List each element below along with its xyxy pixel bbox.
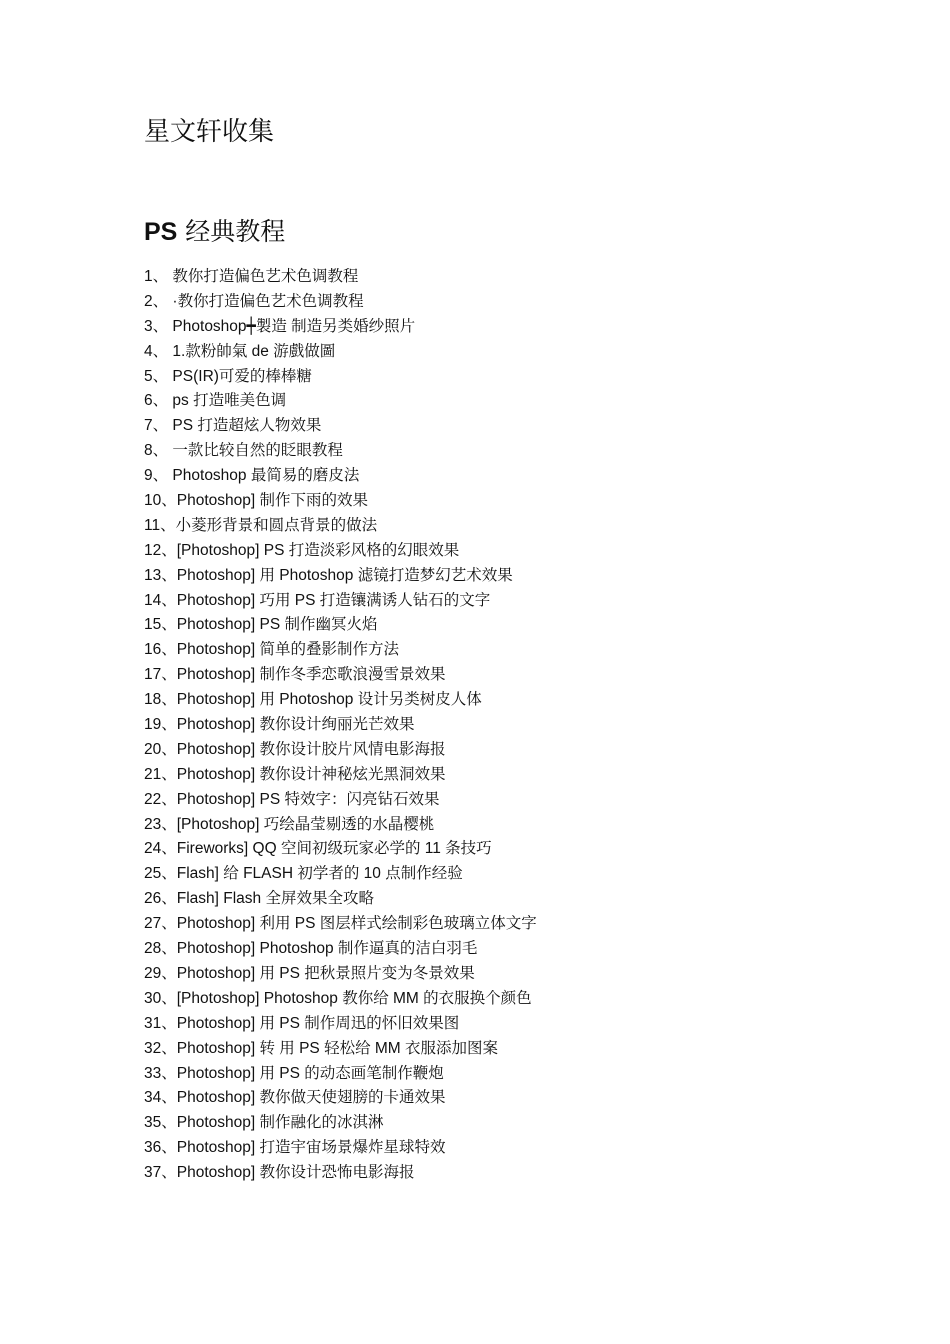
list-item-title: Photoshop] PS 制作幽冥火焰 <box>176 616 378 634</box>
list-item-number: 33、 <box>144 1064 177 1082</box>
list-item <box>144 464 904 489</box>
list-item-title: Photoshop] 制作下雨的效果 <box>176 492 368 510</box>
list-item <box>144 1111 904 1136</box>
list-item-number: 35、 <box>144 1114 177 1132</box>
list-item <box>144 987 904 1012</box>
list-item-title: 一款比较自然的眨眼教程 <box>168 442 343 460</box>
list-item-number: 20、 <box>144 740 177 758</box>
list-item-title: Photoshop] 用 PS 的动态画笔制作鞭炮 <box>176 1064 444 1082</box>
list-item-number: 13、 <box>144 566 177 584</box>
list-item-title: [Photoshop] 巧绘晶莹剔透的水晶樱桃 <box>176 815 435 833</box>
list-item-number: 27、 <box>144 915 177 933</box>
list-item-number: 10、 <box>144 492 177 510</box>
list-item-title: Photoshop] 教你做天使翅膀的卡通效果 <box>176 1089 446 1107</box>
list-item-number: 15、 <box>144 616 177 634</box>
list-item <box>144 315 904 340</box>
section-heading-text: 经典教程 <box>177 217 286 246</box>
list-item-title: Photoshop] 教你设计胶片风情电影海报 <box>176 740 446 758</box>
list-item-title: Photoshop] 教你设计绚丽光芒效果 <box>176 716 415 734</box>
list-item <box>144 340 904 365</box>
list-item-number: 1、 <box>144 268 169 285</box>
list-item-number: 28、 <box>144 940 177 958</box>
list-item <box>144 1012 904 1037</box>
list-item-title: Photoshop] 教你设计神秘炫光黑洞效果 <box>176 765 446 783</box>
list-item-number: 9、 <box>144 467 169 485</box>
list-item <box>144 589 904 614</box>
list-item-number: 34、 <box>144 1089 177 1107</box>
list-item-title: 小菱形背景和圆点背景的做法 <box>175 516 378 534</box>
list-item <box>144 414 904 439</box>
list-item-number: 32、 <box>144 1039 177 1057</box>
list-item-title: Photoshop] 制作冬季恋歌浪漫雪景效果 <box>176 666 446 684</box>
list-item <box>144 1136 904 1161</box>
list-item-title: Flash] 给 FLASH 初学者的 10 点制作经验 <box>176 865 463 883</box>
list-item-title: 1.款粉帥氣 de 游戲做圖 <box>168 342 336 360</box>
list-item-title: ps 打造唯美色调 <box>168 392 287 410</box>
list-item-title: ·教你打造偏色艺术色调教程 <box>168 292 364 310</box>
list-item <box>144 937 904 962</box>
list-item <box>144 1062 904 1087</box>
list-item-number: 31、 <box>144 1014 177 1032</box>
list-item <box>144 738 904 763</box>
list-item <box>144 713 904 738</box>
list-item-number: 29、 <box>144 964 177 982</box>
list-item-title: Photoshop] 打造宇宙场景爆炸星球特效 <box>176 1139 446 1157</box>
list-item <box>144 912 904 937</box>
list-item-title: Photoshop] 用 PS 把秋景照片变为冬景效果 <box>176 964 475 982</box>
list-item <box>144 1161 904 1186</box>
list-item <box>144 389 904 414</box>
list-item-title: Photoshop] 用 PS 制作周迅的怀旧效果图 <box>176 1014 460 1032</box>
list-item <box>144 564 904 589</box>
list-item-title: Photoshop 最简易的磨皮法 <box>168 467 360 485</box>
list-item <box>144 962 904 987</box>
list-item-title: Photoshop] 利用 PS 图层样式绘制彩色玻璃立体文字 <box>176 915 537 933</box>
list-item-number: 37、 <box>144 1164 177 1182</box>
list-item-title: PS(IR)可爱的棒棒糖 <box>168 367 312 385</box>
list-item <box>144 763 904 788</box>
list-item-number: 22、 <box>144 790 177 808</box>
list-item-title: Photoshop] 简单的叠影制作方法 <box>176 641 399 659</box>
list-item-number: 19、 <box>144 716 177 734</box>
list-item-title: 教你打造偏色艺术色调教程 <box>168 268 359 285</box>
list-item-number: 18、 <box>144 691 177 709</box>
list-item-number: 11、 <box>144 516 176 534</box>
list-item <box>144 663 904 688</box>
list-item-number: 25、 <box>144 865 177 883</box>
list-item-title: [Photoshop] Photoshop 教你给 MM 的衣服换个颜色 <box>176 989 532 1007</box>
list-item-number: 4、 <box>144 342 169 360</box>
list-item-number: 26、 <box>144 890 177 908</box>
list-item-number: 30、 <box>144 989 177 1007</box>
list-item-title: Photoshop] 制作融化的冰淇淋 <box>176 1114 384 1132</box>
list-item <box>144 1037 904 1062</box>
list-item <box>144 290 904 315</box>
list-item-title: Photoshop┿製造 制造另类婚纱照片 <box>168 317 416 335</box>
list-item-number: 7、 <box>144 417 169 435</box>
list-item-title: [Photoshop] PS 打造淡彩风格的幻眼效果 <box>176 541 460 559</box>
list-item <box>144 439 904 464</box>
list-item-number: 12、 <box>144 541 177 559</box>
list-item <box>144 688 904 713</box>
list-item <box>144 365 904 390</box>
list-item-title: Photoshop] 转 用 PS 轻松给 MM 衣服添加图案 <box>176 1039 499 1057</box>
list-item-number: 5、 <box>144 367 169 385</box>
list-item <box>144 539 904 564</box>
list-item <box>144 813 904 838</box>
list-item <box>144 862 904 887</box>
list-item <box>144 638 904 663</box>
list-item-number: 8、 <box>144 442 169 460</box>
list-item <box>144 265 904 290</box>
list-item-number: 24、 <box>144 840 177 858</box>
list-item <box>144 514 904 539</box>
list-item <box>144 489 904 514</box>
list-item-title: Photoshop] 用 Photoshop 设计另类树皮人体 <box>176 691 482 709</box>
list-item-number: 14、 <box>144 591 177 609</box>
list-item-title: Photoshop] PS 特效字：闪亮钻石效果 <box>176 790 440 808</box>
list-item-title: Photoshop] 教你设计恐怖电影海报 <box>176 1164 415 1182</box>
list-item-number: 2、 <box>144 292 169 310</box>
list-item-number: 21、 <box>144 765 177 783</box>
list-item <box>144 613 904 638</box>
section-heading <box>144 214 285 250</box>
list-item-number: 16、 <box>144 641 177 659</box>
list-item-title: Fireworks] QQ 空间初级玩家必学的 11 条技巧 <box>176 840 492 858</box>
list-item <box>144 1086 904 1111</box>
list-item-title: Photoshop] 用 Photoshop 滤镜打造梦幻艺术效果 <box>176 566 513 584</box>
list-item <box>144 887 904 912</box>
list-item-number: 17、 <box>144 666 177 684</box>
list-item <box>144 788 904 813</box>
tutorial-list <box>144 265 904 1186</box>
section-heading-prefix: PS <box>144 218 178 246</box>
list-item-number: 23、 <box>144 815 177 833</box>
list-item-title: Photoshop] 巧用 PS 打造镶满诱人钻石的文字 <box>176 591 491 609</box>
list-item-number: 3、 <box>144 317 169 335</box>
list-item-number: 6、 <box>144 392 169 410</box>
list-item-title: Photoshop] Photoshop 制作逼真的洁白羽毛 <box>176 940 478 958</box>
list-item-title: Flash] Flash 全屏效果全攻略 <box>176 890 374 908</box>
list-item-number: 36、 <box>144 1139 177 1157</box>
site-title: 星文轩收集 <box>144 117 275 147</box>
list-item-title: PS 打造超炫人物效果 <box>168 417 322 435</box>
list-item <box>144 837 904 862</box>
